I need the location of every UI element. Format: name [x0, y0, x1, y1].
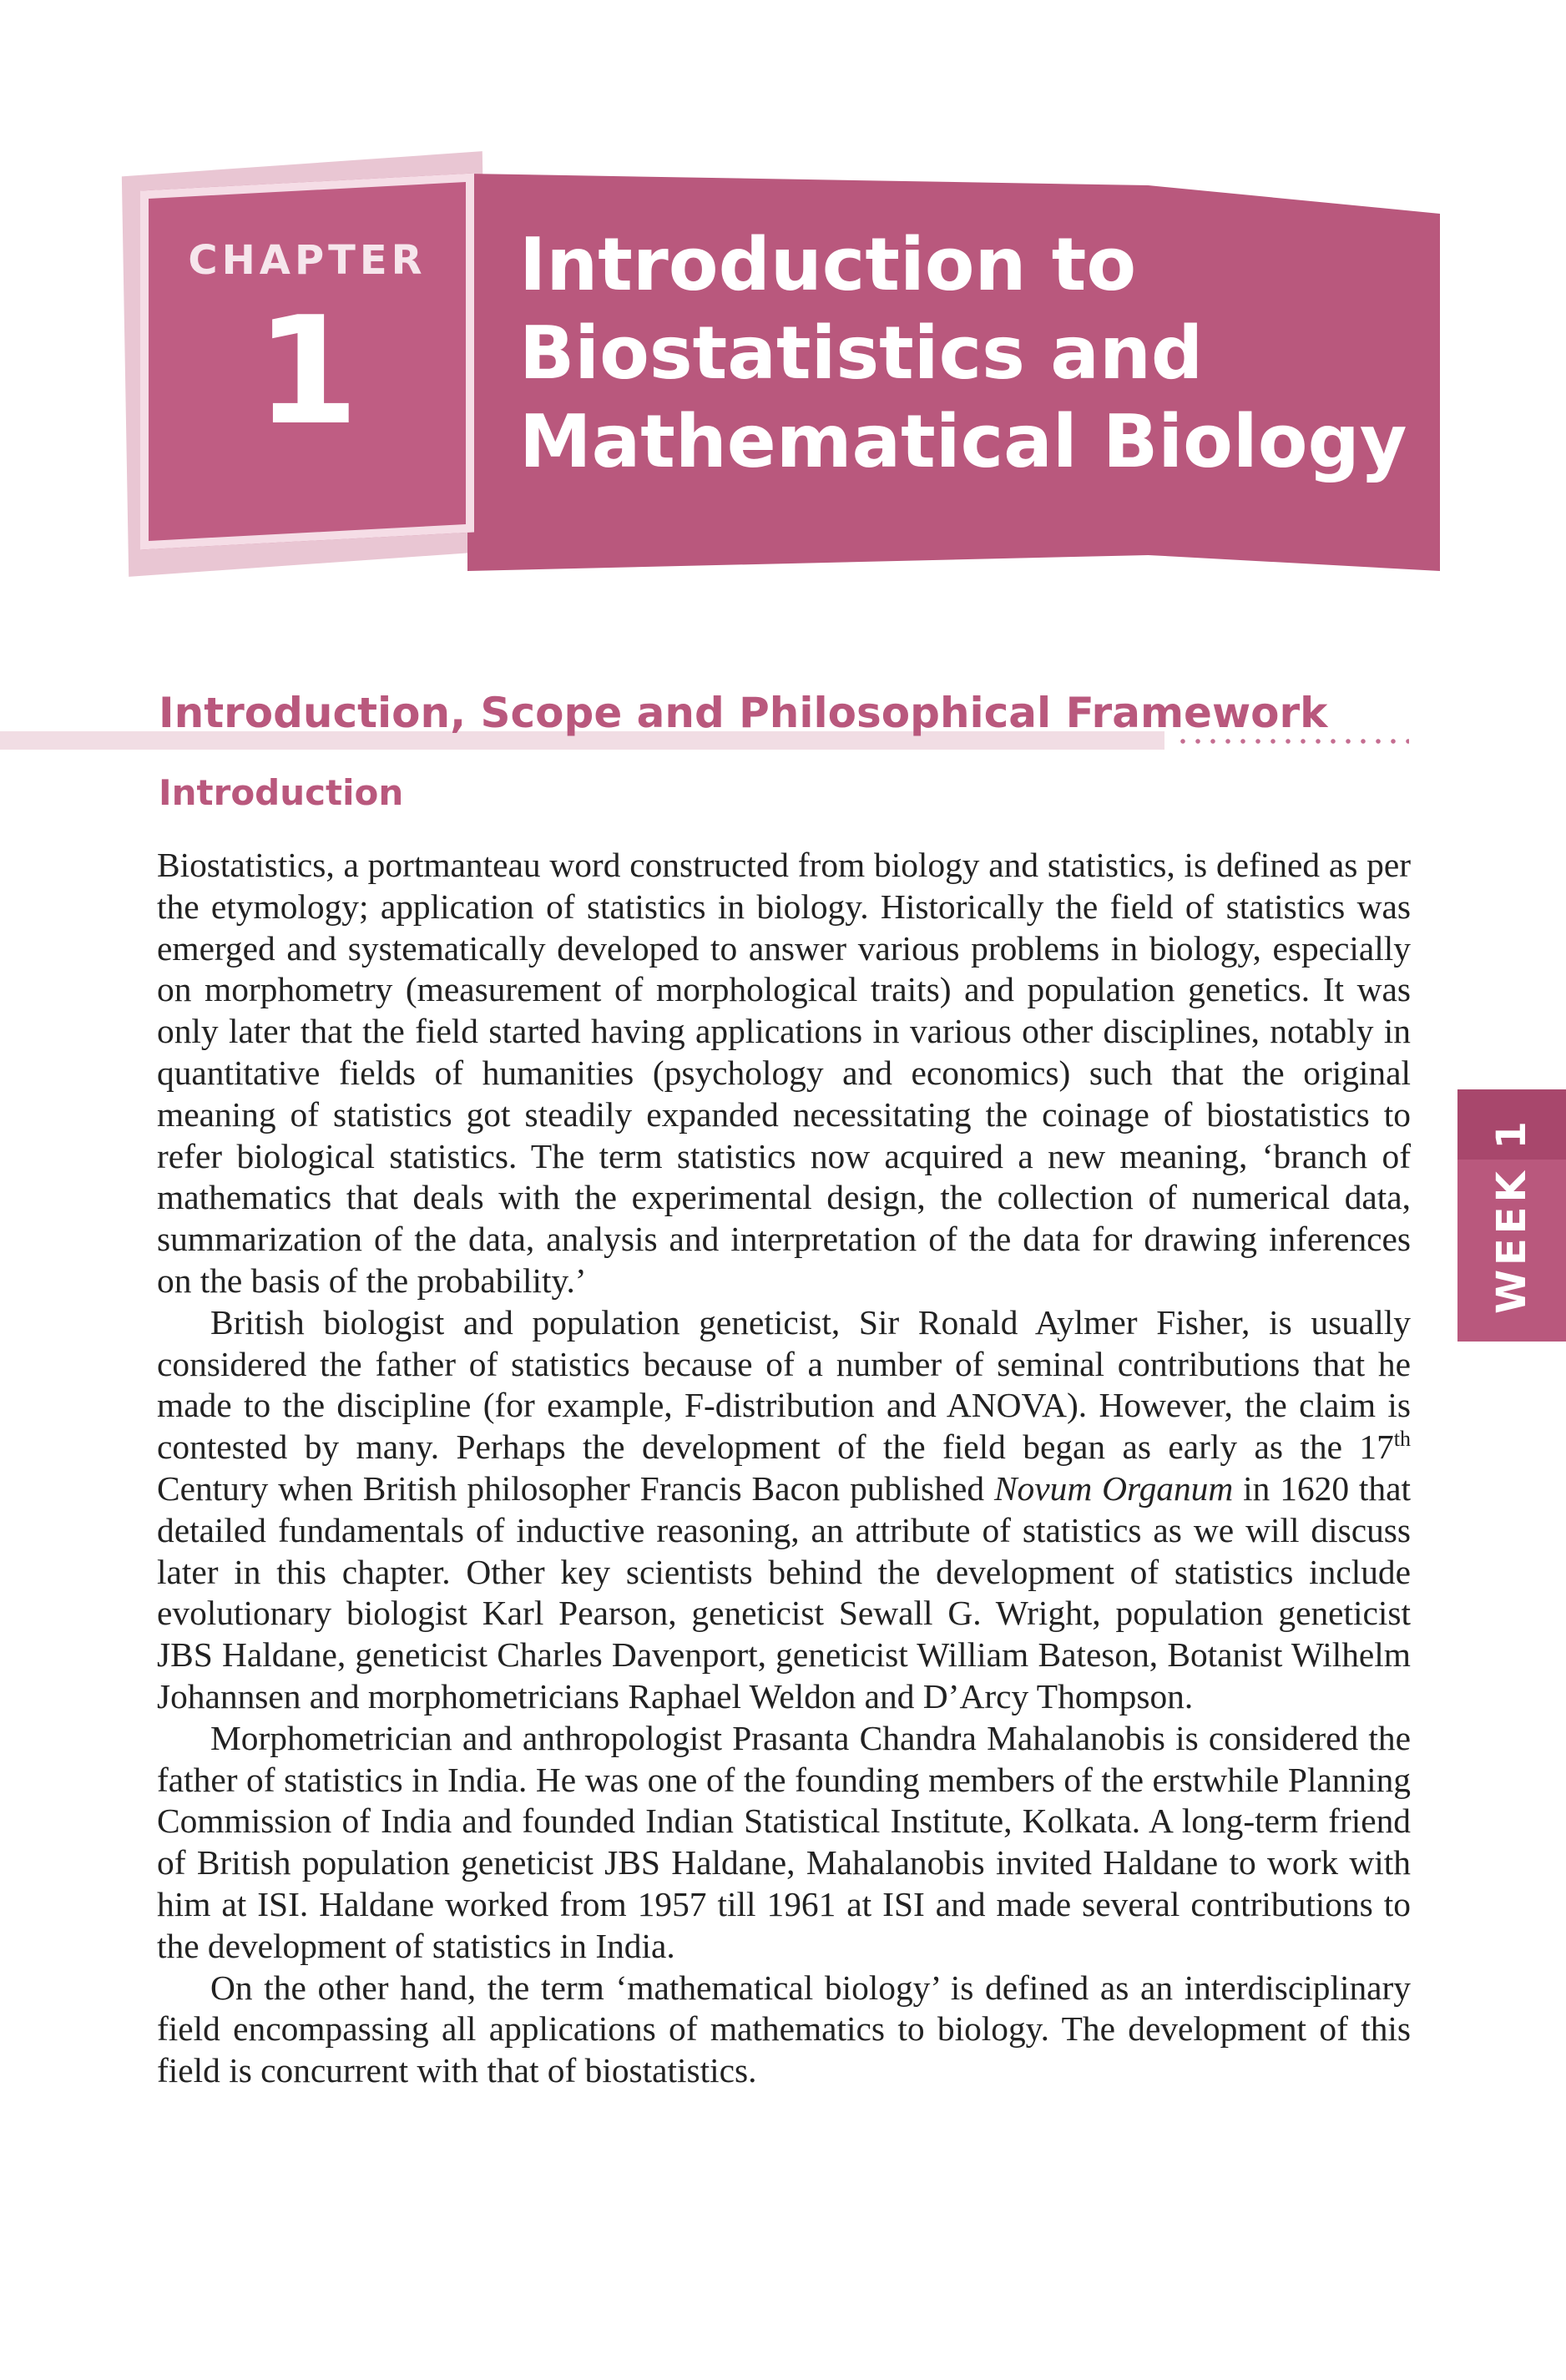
- paragraph: Morphometrician and anthropologist Prasanta Chandra Mahalanobis is considered the father of statistics in India. He was one of the founding members of the erstwhile Planning Commission of India and founded Indian Statistical Institute, Kolkata. A long-term friend of British population geneticist JBS Haldane, Mahalanobis invited Haldane to work with him at ISI. Haldane worked from 1957 till 1961 at ISI and made several contributions to the development of statistics in India.: [157, 1718, 1411, 1965]
- paragraph: Biostatistics, a portmanteau word constructed from biology and statistics, is defined as per the etymology; application of statistics in biology. Historically the field of statistics was emerged and systematically developed to answer various problems in biology, especially on morphometry (measurement of morphological traits) and population genetics. It was only later that the field started having applications in various other disciplines, notably in quantitative fields of humanities (psychology and economics) such that the original meaning of statistics got steadily expanded necessitating the coinage of biostatistics to refer biological statistics. The term statistics now acquired a new meaning, ‘branch of mathematics that deals with the experimental design, the collection of numerical data, summarization of the data, analysis and interpretation of the data for drawing inferences on the basis of the probability.’: [157, 846, 1411, 1300]
- paragraph: [157, 1302, 1411, 1718]
- section-rule-dots: [1175, 739, 1409, 744]
- chapter-label: CHAPTER: [188, 237, 427, 284]
- week-label: WEEK 1: [1488, 1117, 1535, 1314]
- chapter-number: 1: [255, 285, 359, 457]
- chapter-title: [519, 220, 1407, 486]
- paragraph: On the other hand, the term ‘mathematical biology’ is defined as an interdisciplinary field encompassing all applications of mathematics to biology. The development of this field is concurrent with that of biostatistics.: [157, 1968, 1411, 2090]
- section-heading: Introduction, Scope and Philosophical Framework: [159, 689, 1328, 737]
- body-text: [157, 845, 1411, 2092]
- paragraph-text: British biologist and population geneticist, Sir Ronald Aylmer Fisher, is usually considered the father of statistics because of a number of seminal contributions that he made to the discipline (for example, F-distribution and ANOVA). However, the claim is contested by many. Perhaps the development of the field began as early as the 17: [157, 1302, 1411, 1467]
- paragraph-text: in 1620 that detailed fundamentals of inductive reasoning, an attribute of statistics as we will discuss later in this chapter. Other key scientists behind the development of statistics include evolutionary biologist Karl Pearson, geneticist Sewall G. Wright, population geneticist JBS Haldane, geneticist Charles Davenport, geneticist William Bateson, Botanist Wilhelm Johannsen and morphometricians Raphael Weldon and D’Arcy Thompson.: [157, 1468, 1411, 1716]
- superscript: th: [1393, 1427, 1411, 1452]
- chapter-title-line: Biostatistics and: [519, 311, 1204, 396]
- subsection-heading: Introduction: [159, 772, 404, 813]
- chapter-title-line: Mathematical Biology: [519, 399, 1407, 484]
- book-title: Novum Organum: [993, 1468, 1234, 1508]
- paragraph-text: Century when British philosopher Francis Bacon published: [157, 1468, 994, 1508]
- chapter-title-line: Introduction to: [519, 222, 1137, 307]
